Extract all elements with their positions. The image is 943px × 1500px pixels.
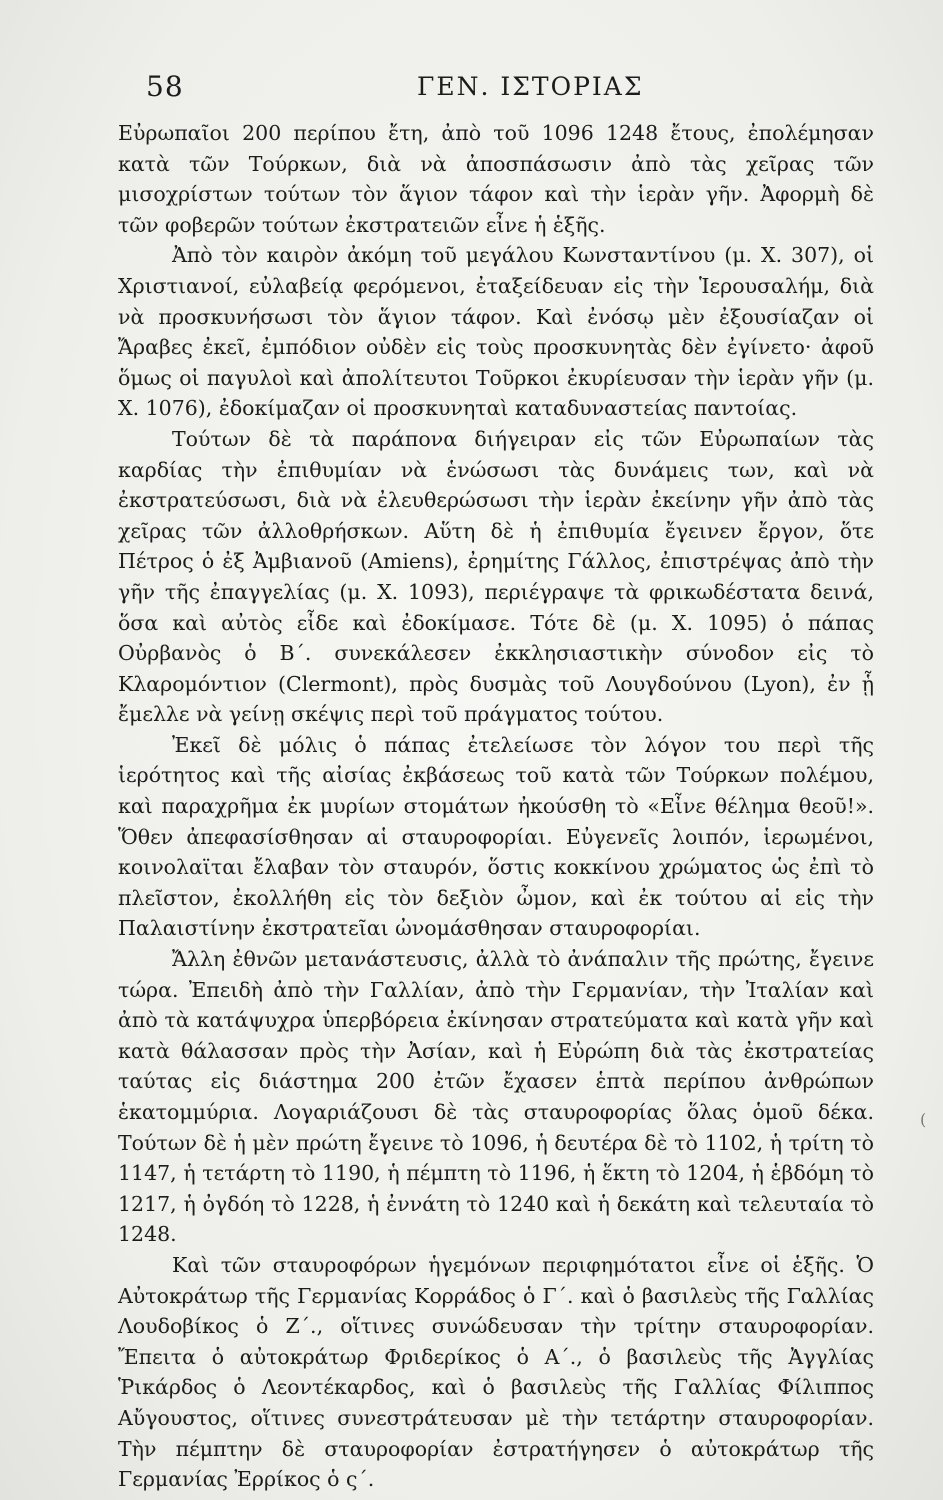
body-text bbox=[118, 118, 874, 1495]
paragraph: Ἀπὸ τὸν καιρὸν ἀκόμη τοῦ μεγάλου Κωνσταντίνου (μ. Χ. 307), οἱ Χριστιανοί, εὐλαβείᾳ φερόμενοι, ἐταξείδευαν εἰς τὴν Ἱερουσαλήμ, διὰ νὰ προσκυνήσωσι τὸν ἅγιον τάφον. Καὶ ἐνόσῳ μὲν ἐξουσίαζαν οἱ Ἄραβες ἐκεῖ, ἐμπόδιον οὐδὲν εἰς τοὺς προσκυνητὰς δὲν ἐγίνετο· ἀφοῦ ὅμως οἱ παγυλοὶ καὶ ἀπολίτευτοι Τοῦρκοι ἐκυρίευσαν τὴν ἱερὰν γῆν (μ. Χ. 1076), ἐδοκίμαζαν οἱ προσκυνηταὶ καταδυναστείας παντοίας. bbox=[118, 243, 874, 421]
paragraph: Τούτων δὲ τὰ παράπονα διήγειραν εἰς τῶν Εὐρωπαίων τὰς καρδίας τὴν ἐπιθυμίαν νὰ ἑνώσωσι τὰς δυνάμεις των, καὶ νὰ ἐκστρατεύσωσι, διὰ νὰ ἐλευθερώσωσι τὴν ἱερὰν ἐκείνην γῆν ἀπὸ τὰς χεῖρας τῶν ἀλλοθρήσκων. Αὕτη δὲ ἡ ἐπιθυμία ἔγεινεν ἔργον, ὅτε Πέτρος ὁ ἐξ Ἀμβιανοῦ (Amiens), ἐρημίτης Γάλλος, ἐπιστρέψας ἀπὸ τὴν γῆν τῆς ἐπαγγελίας (μ. Χ. 1093), περιέγραψε τὰ φρικωδέστατα δεινά, ὅσα καὶ αὐτὸς εἶδε καὶ ἐδοκίμασε. Τότε δὲ (μ. Χ. 1095) ὁ πάπας Οὐρβανὸς ὁ Β΄. συνεκάλεσεν ἐκκλησιαστικὴν σύνοδον εἰς τὸ Κλαρομόντιον (Clermont), πρὸς δυσμὰς τοῦ Λουγδούνου (Lyon), ἐν ᾗ ἔμελλε νὰ γείνῃ σκέψις περὶ τοῦ πράγματος τούτου. bbox=[118, 426, 874, 727]
paragraph: Ἄλλη ἐθνῶν μετανάστευσις, ἀλλὰ τὸ ἀνάπαλιν τῆς πρώτης, ἔγεινε τώρα. Ἐπειδὴ ἀπὸ τὴν Γαλλίαν, ἀπὸ τὴν Γερμανίαν, τὴν Ἰταλίαν καὶ ἀπὸ τὰ κατάψυχρα ὑπερβόρεια ἐκίνησαν στρατεύματα καὶ κατὰ γῆν καὶ κατὰ θάλασσαν πρὸς τὴν Ἀσίαν, καὶ ἡ Εὐρώπη διὰ τὰς ἐκστρατείας ταύτας εἰς διάστημα 200 ἐτῶν ἔχασεν ἑπτὰ περίπου ἀνθρώπων ἑκατομμύρια. Λογαριάζουσι δὲ τὰς σταυροφορίας ὅλας ὁμοῦ δέκα. Τούτων δὲ ἡ μὲν πρώτη ἔγεινε τὸ 1096, ἡ δευτέρα δὲ τὸ 1102, ἡ τρίτη τὸ 1147, ἡ τετάρτη τὸ 1190, ἡ πέμπτη τὸ 1196, ἡ ἕκτη τὸ 1204, ἡ ἑβδόμη τὸ 1217, ἡ ὀγδόη τὸ 1228, ἡ ἐννάτη τὸ 1240 καὶ ἡ δεκάτη καὶ τελευταία τὸ 1248. bbox=[118, 947, 874, 1247]
page-number: 58 bbox=[146, 70, 184, 103]
margin-mark: ( bbox=[920, 1110, 927, 1129]
paragraph: Ἐκεῖ δὲ μόλις ὁ πάπας ἐτελείωσε τὸν λόγον του περὶ τῆς ἱερότητος καὶ τῆς αἰσίας ἐκβάσεως τοῦ κατὰ τῶν Τούρκων πολέμου, καὶ παραχρῆμα ἐκ μυρίων στομάτων ἠκούσθη τὸ «Εἶνε θέλημα θεοῦ!». Ὅθεν ἀπεφασίσθησαν αἱ σταυροφορίαι. Εὐγενεῖς λοιπόν, ἱερωμένοι, κοινολαϊται ἔλαβαν τὸν σταυρόν, ὅστις κοκκίνου χρώματος ὡς ἐπὶ τὸ πλεῖστον, ἐκολλήθη εἰς τὸν δεξιὸν ὦμον, καὶ ἐκ τούτου αἱ εἰς τὴν Παλαιστίνην ἐκστρατεῖαι ὠνομάσθησαν σταυροφορίαι. bbox=[118, 732, 874, 941]
running-title: ΓΕΝ. ΙΣΤΟΡΙΑΣ bbox=[417, 72, 644, 101]
page-header bbox=[132, 68, 872, 108]
paragraph: Καὶ τῶν σταυροφόρων ἡγεμόνων περιφημότατοι εἶνε οἱ ἑξῆς. Ὁ Αὐτοκράτωρ τῆς Γερμανίας Κορράδος ὁ Γ΄. καὶ ὁ βασιλεὺς τῆς Γαλλίας Λουδοβίκος ὁ Ζ΄., οἵτινες συνώδευσαν τὴν τρίτην σταυροφορίαν. Ἔπειτα ὁ αὐτοκράτωρ Φριδερίκος ὁ Α΄., ὁ βασιλεὺς τῆς Ἀγγλίας Ῥικάρδος ὁ Λεοντέκαρδος, καὶ ὁ βασιλεὺς τῆς Γαλλίας Φίλιππος Αὔγουστος, οἵτινες συνεστράτευσαν μὲ τὴν τετάρτην σταυροφορίαν. Τὴν πέμπτην δὲ σταυροφορίαν ἐστρατήγησεν ὁ αὐτοκράτωρ τῆς Γερμανίας Ἐρρίκος ὁ ς΄. bbox=[118, 1252, 874, 1492]
paragraph: Εὐρωπαῖοι 200 περίπου ἔτη, ἀπὸ τοῦ 1096 1248 ἔτους, ἐπολέμησαν κατὰ τῶν Τούρκων, διὰ νὰ ἀποσπάσωσιν ἀπὸ τὰς χεῖρας τῶν μισοχρίστων τούτων τὸν ἅγιον τάφον καὶ τὴν ἱερὰν γῆν. Ἀφορμὴ δὲ τῶν φοβερῶν τούτων ἐκστρατειῶν εἶνε ἡ ἑξῆς. bbox=[118, 121, 874, 237]
